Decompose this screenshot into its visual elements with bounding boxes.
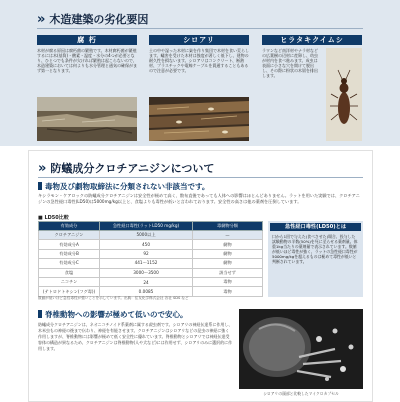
column-header: ヒラタキクイムシ (262, 35, 362, 45)
column-header: 急性経口毒性(ラットLD50 mg/kg) (100, 222, 193, 231)
column-text: 木材が腐る原因は腐朽菌の繁殖です。木材腐朽菌が繁殖するには木(基質)・酸素・温度・水分の4つが必要となり、ひとつでも条件が欠ければ繁殖は起こらないので、木造建築においては何よりも水分管理と通気の確保がまず第一となります。 (37, 48, 137, 73)
table-cell: クロチアニジン (39, 231, 100, 240)
table-row (39, 277, 263, 286)
section-title: 木造建築の劣化要因 (49, 13, 149, 26)
column-header: 腐 朽 (37, 35, 137, 45)
section-heading (37, 11, 148, 27)
table-row (39, 249, 263, 258)
table-footnote: 数値が低いほど急性毒性が強いことを示しています。出典：住友化学株式会社 各社 SDS など (38, 296, 189, 300)
decay-column (37, 35, 137, 141)
table-cell: 劇物 (193, 259, 263, 268)
microcapsule-photo (239, 309, 363, 389)
beetle-photo (326, 48, 362, 141)
table-row (39, 268, 263, 277)
table-cell: 毒物 (193, 277, 263, 286)
subheading-not-poison (38, 181, 209, 192)
title-divider (38, 177, 363, 178)
table-cell: 3000〜3500 (100, 268, 193, 277)
photo-caption: シロアリの頭部と比較したマイクロカプセル (263, 391, 339, 396)
subheading-vertebrate-safety (38, 309, 188, 320)
table-row (39, 259, 263, 268)
table-cell: 24 (100, 277, 193, 286)
column-header: シロアリ (149, 35, 249, 45)
column-text: 土の中や湿った木材に巣を作り集団で木材を食い荒らします。蟻害を受けた木材は強度が著しく低下し、建物の耐久性を損ないます。シロアリはコンクリート、断熱材、プラスチックや電線ケーブルを貫通することもあるので注意が必要です。 (149, 48, 249, 73)
table-cell: 0.0085 (100, 287, 193, 296)
table-cell: 劇物 (193, 249, 263, 258)
table-cell: 毒物 (193, 287, 263, 296)
column-text: ラワンなど南洋材やナラ材などの広葉樹の辺材に産卵し、幼虫が材内を食べ進みます。成虫は表面に小さな穴を開けて脱出し、その際に粉状の木屑を排出します。 (262, 48, 318, 78)
definition-header: 急性経口毒性(LD50)とは (270, 223, 361, 231)
table-cell: 該当せず (193, 268, 263, 277)
section-heading (38, 160, 214, 176)
table-cell: 有効成分A (39, 240, 100, 249)
subheading-text: 脊椎動物への影響が極めて低いので安心。 (45, 310, 188, 319)
double-chevron-icon: » (38, 160, 45, 176)
ld50-table (38, 221, 263, 297)
definition-text: 口から1回で与えた(食べさせた)場合、投与した試験動物の半数(50%)を死に至らせる薬剤量。体重1kg当たりの薬剤量で表示されています。数値が低いほど毒性が強く、ラットの急性経口毒性が5000mg/kgを超えるものは極めて毒性が低いと判断されています。 (272, 234, 358, 265)
table-cell: (テトロドトキシン(フグ毒)) (39, 287, 100, 296)
table-cell: 92 (100, 249, 193, 258)
table-row (39, 231, 263, 240)
bullet-bar-icon (38, 182, 42, 190)
beetle-column (262, 35, 362, 141)
table-cell: 5000以上 (100, 231, 193, 240)
clothianidin-section (28, 150, 373, 402)
table-header-row (39, 222, 263, 231)
ld50-definition-box (268, 221, 363, 297)
section-title: 防蟻成分クロチアニジンについて (50, 162, 215, 175)
mechanism-paragraph: 防蟻成分クロチアニジンは、ネオニコチノイド系薬剤に属する殺虫剤です。シロアリの神経伝達系に作用し、木米虫もの神経の後まで伝わり、神経を有能させます。クロチアニジンはシロアリなどの昆虫の神経に強く作用しますが、脊椎動物には影響が極めて低く安全性に優れています。脊椎動物とシロアリでは神経伝達受容体の構造が異なるため、クロチアニジンは脊椎動物(人や犬など)には作用せず、シロアリのみに選択的に作用します。 (38, 322, 233, 351)
table-cell: 有効成分B (39, 249, 100, 258)
double-chevron-icon: » (37, 11, 44, 27)
subheading-text: 毒物及び劇物取締法に分類されない非該当です。 (45, 182, 210, 191)
table-cell: 450 (100, 240, 193, 249)
table-row (39, 240, 263, 249)
table-cell: 有効成分C (39, 259, 100, 268)
bullet-bar-icon (38, 310, 42, 318)
termite-column (149, 35, 249, 141)
table-cell: 劇物 (193, 240, 263, 249)
column-header: 有効成分 (39, 222, 100, 231)
termite-damage-photo (149, 97, 249, 141)
column-header: 毒劇物分類 (193, 222, 263, 231)
title-divider (37, 28, 363, 29)
table-cell: 食塩 (39, 268, 100, 277)
rotten-wood-photo (37, 97, 137, 141)
table-row (39, 287, 263, 296)
table-cell: — (193, 231, 263, 240)
ld50-table-title: ■ LD50比較 (38, 215, 69, 221)
safety-paragraph: キシラモン・ケアロックの防蟻成分クロチアニジンは安全性が極めて高く、散布直後であっても人体への影響はほとんどありません。ラットを用いた実験では、クロチアニジンの急性経口毒性(LD50)は5000mg/kg以上と、食塩よりも毒性が低いと言われております。安全性の高さは他の薬剤を圧倒しています。 (38, 193, 360, 204)
deterioration-section (0, 0, 400, 146)
table-cell: 441〜1152 (100, 259, 193, 268)
table-cell: ニコチン (39, 277, 100, 286)
